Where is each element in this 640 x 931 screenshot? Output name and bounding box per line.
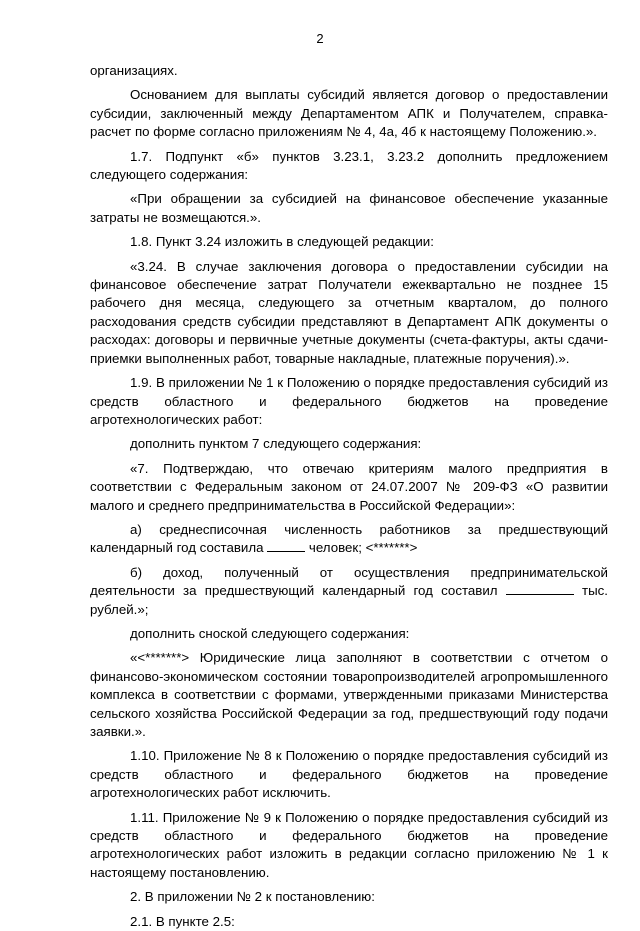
sub-b-text: б) доход, полученный от осуществления предпринимательской деятельности за предшествующий календарный год составил <box>90 564 608 599</box>
sub-a-text: а) среднесписочная численность работников за предшествующий календарный год составила <box>90 521 608 556</box>
paragraph-item-1-7: 1.7. Подпункт «б» пунктов 3.23.1, 3.23.2 дополнить предложением следующего содержания: <box>90 148 608 183</box>
paragraph-quote-costs: «При обращении за субсидией на финансовое обеспечение указанные затраты не возмещаются.». <box>90 191 608 225</box>
paragraph-sub-a <box>90 521 608 558</box>
paragraph-item-1-8: 1.8. Пункт 3.24 изложить в следующей редакции: <box>130 234 434 250</box>
document-body <box>90 62 608 931</box>
blank-line <box>267 539 305 552</box>
paragraph-add-item-7: дополнить пунктом 7 следующего содержания: <box>130 436 422 452</box>
paragraph-subsidy-basis: Основанием для выплаты субсидий является договор о предоставлении субсидии, заключенный между Департаментом АПК и Получателем, справка-расчет по форме согласно приложениям № 4, 4а, 4б к настоящему Положению.». <box>90 87 608 140</box>
blank-line <box>506 582 574 595</box>
paragraph-sub-b <box>90 564 608 619</box>
paragraph-item-2: 2. В приложении № 2 к постановлению: <box>130 889 375 905</box>
paragraph-item-1-9: 1.9. В приложении № 1 к Положению о порядке предоставления субсидий из средств областного и федерального бюджетов на проведение агротехнологических работ: <box>90 375 608 427</box>
page-number: 2 <box>316 31 324 46</box>
sub-a-text-after: человек; <*******> <box>308 540 418 556</box>
paragraph-item-1-11: 1.11. Приложение № 9 к Положению о порядке предоставления субсидий из средств областного и федерального бюджетов на проведение агротехнологических работ изложить в редакции согласно приложению № 1 к настоящему постановлению. <box>90 809 608 880</box>
paragraph-continuation: организациях. <box>90 63 178 78</box>
paragraph-item-2-1: 2.1. В пункте 2.5: <box>130 913 235 929</box>
paragraph-item-1-10: 1.10. Приложение № 8 к Положению о порядке предоставления субсидий из средств областного и федерального бюджетов на проведение агротехнологических работ исключить. <box>90 748 608 801</box>
paragraph-footnote: «<*******> Юридические лица заполняют в соответствии с отчетом о финансово-экономическом состоянии товаропроизводителей агропромышленного комплекса в соответствии с формами, утвержденными приказами Министерства сельского хозяйства Российской Федерации за год, предшествующий году подачи заявки.». <box>90 650 608 739</box>
paragraph-add-footnote: дополнить сноской следующего содержания: <box>130 625 410 641</box>
paragraph-quote-3-24: «3.24. В случае заключения договора о предоставлении субсидии на финансовое обеспечение затрат Получатели ежеквартально не позднее 15 рабочего дня месяца, следующего за отчетным кварталом, до полного расходования средств субсидии представляют в Департамент АПК документы о расходах: договоры и первичные учетные документы (счета-фактуры, акты сдачи-приемки выполненных работ, товарные накладные, платежные поручения).». <box>90 258 608 366</box>
paragraph-quote-item-7: «7. Подтверждаю, что отвечаю критериям малого предприятия в соответствии с Федеральным законом от 24.07.2007 № 209-ФЗ «О развитии малого и среднего предпринимательства в Российской Федерации»: <box>90 460 608 513</box>
sub-b-text-after: тыс. рублей.»; <box>90 583 608 617</box>
